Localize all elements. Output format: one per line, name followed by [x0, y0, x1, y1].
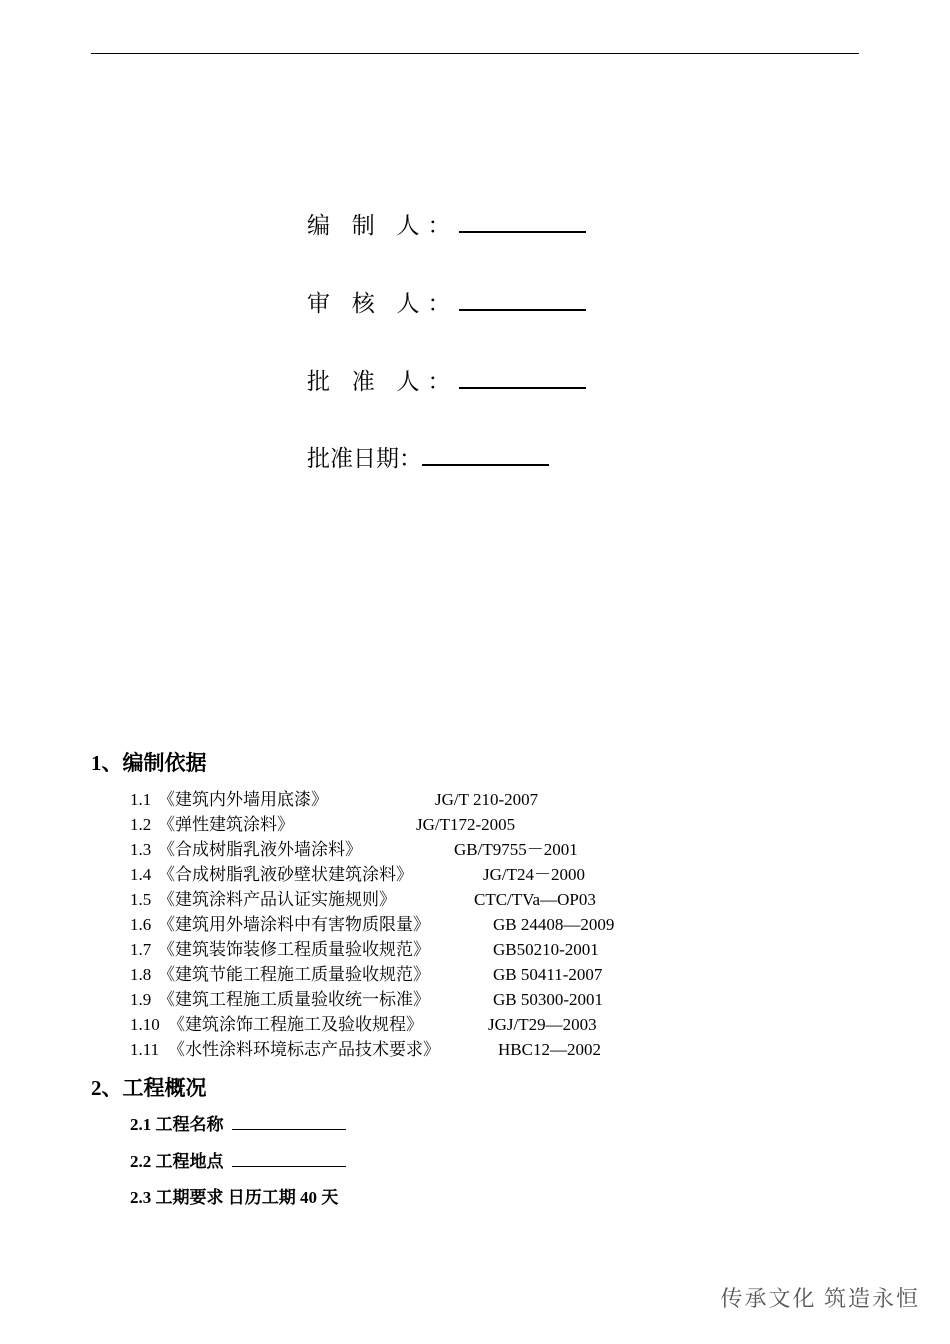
approver-blank[interactable]: [459, 367, 586, 389]
reference-item: [130, 814, 690, 836]
project-name-blank[interactable]: [232, 1113, 346, 1130]
reference-number: 1.9: [130, 990, 152, 1009]
project-name-row: [130, 1113, 346, 1136]
footer-slogan: 传承文化 筑造永恒: [720, 1286, 920, 1311]
reference-code: JG/T24－2000: [483, 865, 585, 884]
reference-item: [130, 1014, 690, 1036]
reference-code: CTC/TVa—OP03: [474, 890, 596, 909]
reference-item: [130, 789, 690, 811]
reference-number: 1.6: [130, 915, 152, 934]
reference-number: 1.11: [130, 1040, 160, 1059]
reference-code: JGJ/T29—2003: [488, 1015, 597, 1034]
approval-date-signature: [307, 444, 549, 473]
reference-title: 《水性涂料环境标志产品技术要求》: [168, 1040, 440, 1059]
reference-number: 1.4: [130, 865, 152, 884]
reference-code: GB 24408—2009: [493, 915, 615, 934]
project-location-label: 2.2 工程地点: [130, 1152, 224, 1171]
reference-code: JG/T172-2005: [416, 815, 516, 834]
reference-code: GB 50411-2007: [493, 965, 603, 984]
reference-title: 《合成树脂乳液外墙涂料》: [158, 840, 362, 859]
reference-title: 《合成树脂乳液砂壁状建筑涂料》: [158, 865, 413, 884]
reference-code: GB50210-2001: [493, 940, 599, 959]
reference-code: GB/T9755－2001: [454, 840, 578, 859]
reviewer-blank[interactable]: [459, 289, 586, 311]
reference-title: 《建筑用外墙涂料中有害物质限量》: [158, 915, 430, 934]
project-location-row: [130, 1150, 346, 1173]
section-2-heading: 2、工程概况: [91, 1076, 207, 1100]
compiler-blank[interactable]: [459, 211, 586, 233]
reference-code: JG/T 210-2007: [435, 790, 539, 809]
reference-item: [130, 1039, 690, 1061]
reference-number: 1.7: [130, 940, 152, 959]
schedule-requirement-label: 2.3 工期要求 日历工期 40 天: [130, 1188, 339, 1207]
project-name-label: 2.1 工程名称: [130, 1115, 224, 1134]
reviewer-label: 审 核 人：: [307, 291, 459, 316]
reference-title: 《建筑工程施工质量验收统一标准》: [158, 990, 430, 1009]
reference-number: 1.8: [130, 965, 152, 984]
compiler-signature: [307, 211, 586, 240]
reference-number: 1.3: [130, 840, 152, 859]
reference-title: 《建筑涂料产品认证实施规则》: [158, 890, 396, 909]
reference-title: 《建筑内外墙用底漆》: [158, 790, 328, 809]
header-rule: [91, 53, 859, 54]
reference-code: HBC12—2002: [498, 1040, 601, 1059]
reference-number: 1.1: [130, 790, 152, 809]
approver-signature: [307, 367, 586, 396]
reference-title: 《建筑涂饰工程施工及验收规程》: [168, 1015, 423, 1034]
approval-date-blank[interactable]: [422, 444, 549, 466]
reference-title: 《建筑节能工程施工质量验收规范》: [158, 965, 430, 984]
compiler-label: 编 制 人：: [307, 213, 459, 238]
schedule-requirement-row: [130, 1187, 338, 1209]
project-location-blank[interactable]: [232, 1150, 346, 1167]
reference-number: 1.2: [130, 815, 152, 834]
reference-item: [130, 964, 690, 986]
reference-item: [130, 939, 690, 961]
reviewer-signature: [307, 289, 586, 318]
approver-label: 批 准 人：: [307, 369, 459, 394]
reference-number: 1.5: [130, 890, 152, 909]
reference-title: 《建筑装饰装修工程质量验收规范》: [158, 940, 430, 959]
reference-code: GB 50300-2001: [493, 990, 604, 1009]
reference-item: [130, 914, 690, 936]
reference-item: [130, 864, 690, 886]
reference-item: [130, 989, 690, 1011]
reference-number: 1.10: [130, 1015, 160, 1034]
reference-item: [130, 839, 690, 861]
section-1-heading: 1、编制依据: [91, 751, 207, 775]
approval-date-label: 批准日期：: [307, 446, 422, 471]
reference-title: 《弹性建筑涂料》: [158, 815, 294, 834]
reference-item: [130, 889, 690, 911]
